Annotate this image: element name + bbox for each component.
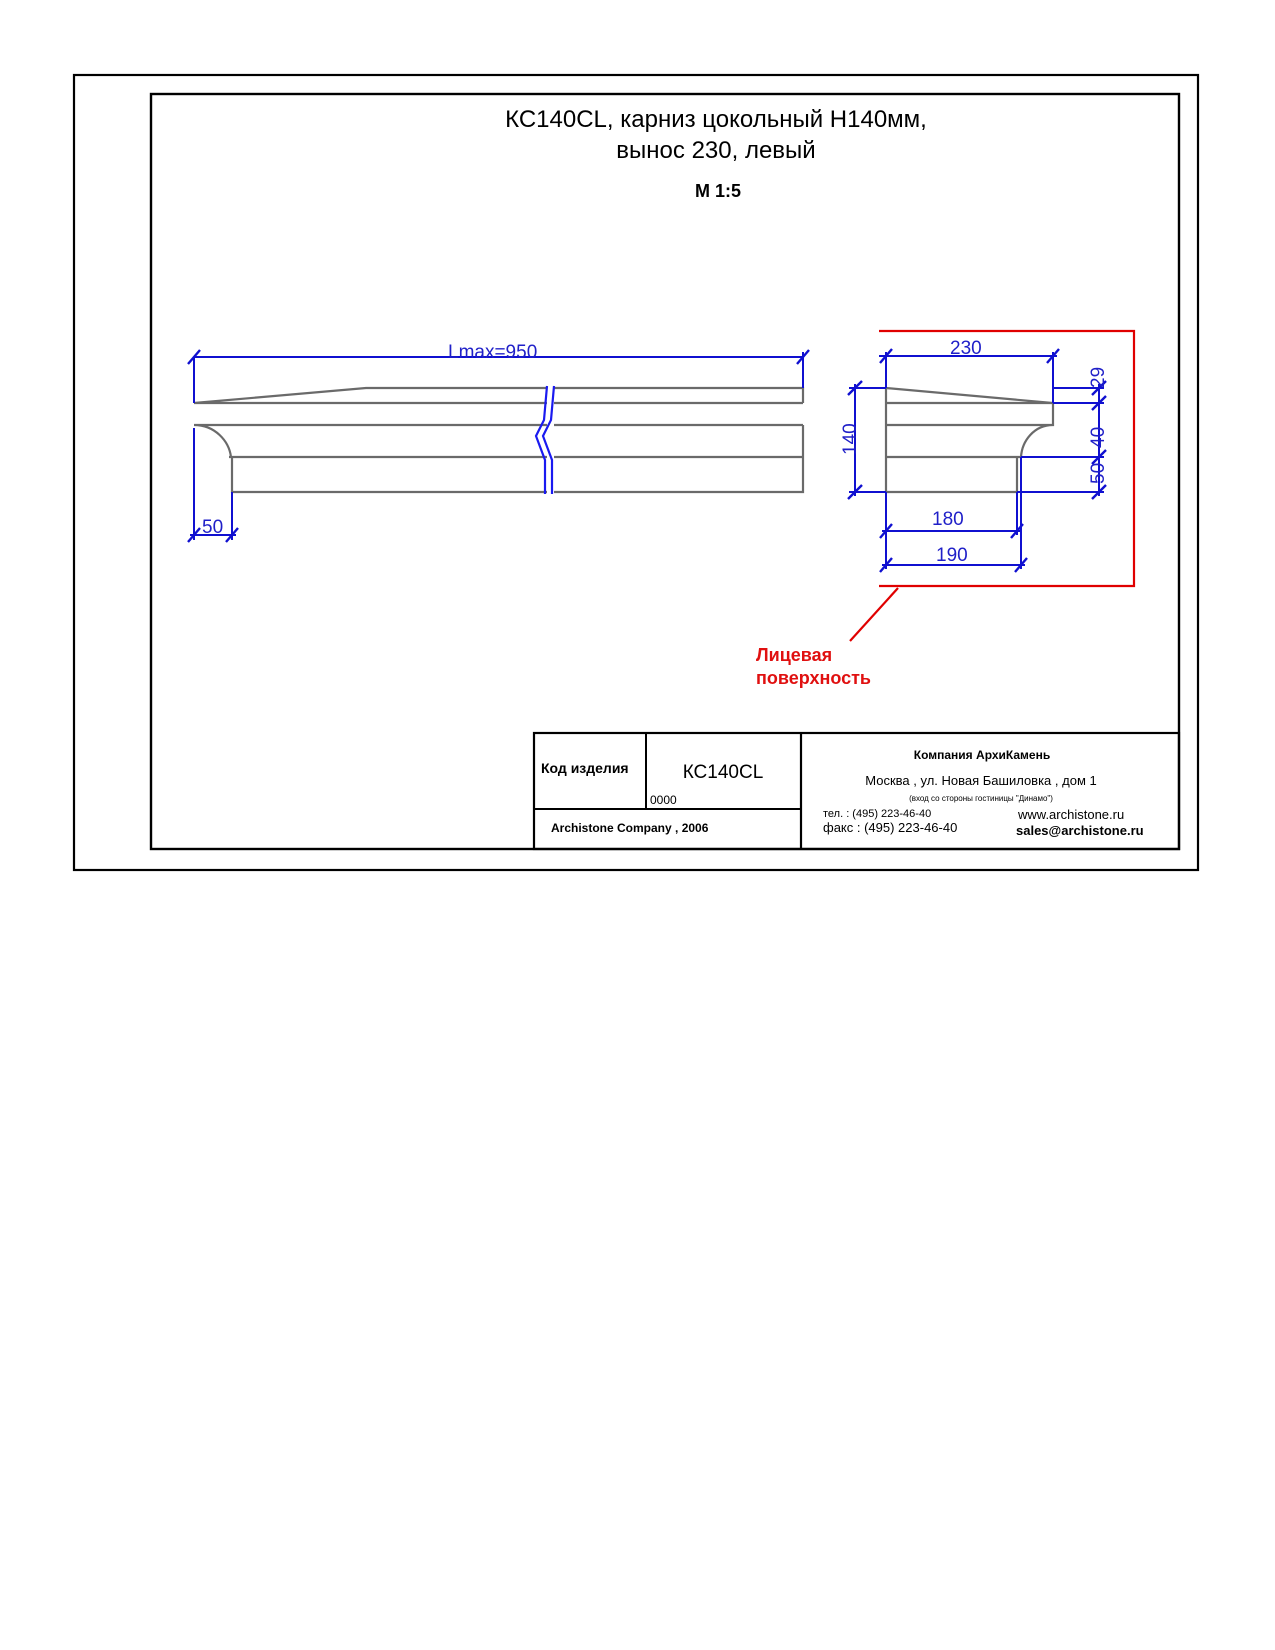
profile-outline — [886, 388, 1053, 492]
drawing-scale: М 1:5 — [694, 181, 742, 201]
drawing-title-line2: вынос 230, левый — [616, 137, 816, 164]
profile-view — [840, 331, 1134, 641]
front-view-left-part — [194, 388, 547, 492]
dim-width-top-label: 230 — [950, 338, 982, 359]
company-website[interactable]: www.archistone.ru — [1018, 807, 1125, 822]
dim-width-180-label: 180 — [932, 509, 964, 530]
dim-height-50-label: 50 — [1088, 462, 1109, 484]
company-address: Москва , ул. Новая Башиловка , дом 1 — [865, 773, 1097, 788]
dim-length-label: Lmax=950 — [448, 342, 538, 363]
product-code-number: 0000 — [650, 793, 677, 807]
front-view-right-part — [554, 388, 803, 492]
dim-width-190-label: 190 — [936, 545, 968, 566]
face-callout-line2: поверхность — [756, 668, 871, 688]
dim-height-total-label: 140 — [840, 423, 861, 455]
drawing-title-line1: КС140CL, карниз цокольный Н140мм, — [505, 106, 927, 133]
dim-height-29-label: 29 — [1088, 366, 1109, 388]
face-marker-leader — [850, 588, 898, 641]
company-email[interactable]: sales@archistone.ru — [1016, 823, 1144, 838]
inner-frame — [151, 94, 1179, 849]
company-address-note: (вход со стороны гостиницы "Динамо") — [909, 794, 1053, 803]
dim-offset-label: 50 — [202, 517, 224, 538]
face-callout-line1: Лицевая — [756, 645, 833, 665]
product-code-label: Код изделия — [541, 760, 629, 776]
front-view — [188, 342, 809, 542]
company-phone: тел. : (495) 223-46-40 — [823, 808, 932, 820]
dim-height-40-label: 40 — [1088, 426, 1109, 448]
product-code-value: КС140CL — [682, 762, 764, 783]
company-fax: факс : (495) 223-46-40 — [823, 820, 958, 835]
title-block — [534, 733, 1179, 849]
copyright-text: Archistone Company , 2006 — [551, 821, 709, 835]
company-name: Компания АрхиКамень — [913, 748, 1051, 762]
